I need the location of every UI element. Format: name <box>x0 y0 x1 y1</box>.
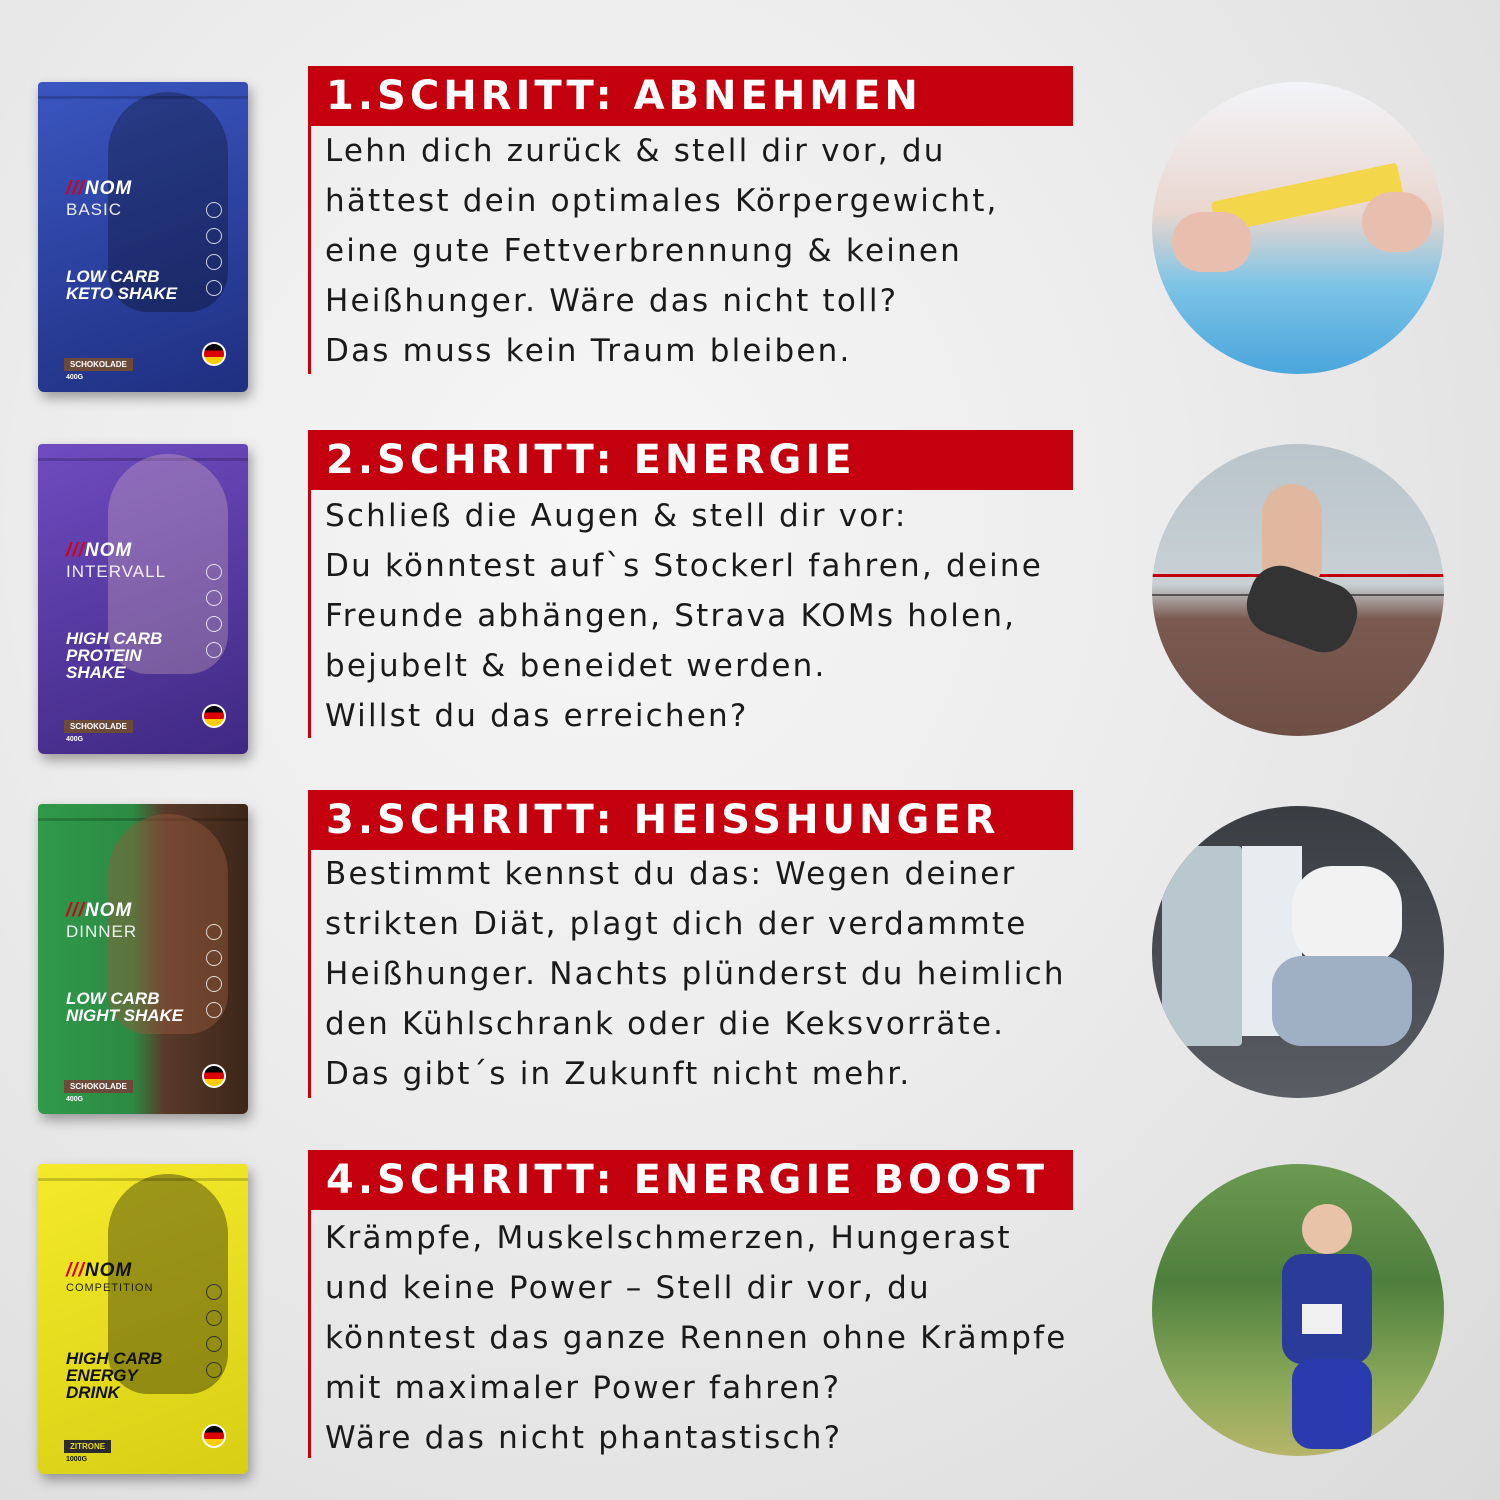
step-heading: 2.SCHRITT: ENERGIE <box>308 430 1073 490</box>
pack-line: COMPETITION <box>66 1282 154 1294</box>
pack-brand: ///NOM <box>66 178 133 199</box>
pack-product-name: HIGH CARB PROTEIN SHAKE <box>66 629 163 682</box>
step-description: Krämpfe, Muskelschmerzen, Hungerast und keine Power – Stell dir vor, du könntest das ganze Rennen ohne Krämpfe mit maximaler Power fahren? Wäre das nicht phantastisch? <box>325 1220 1068 1456</box>
product-pack-protein-shake <box>38 444 248 754</box>
pack-product-name: LOW CARB KETO SHAKE <box>66 267 178 303</box>
pack-weight: 1000G <box>66 1456 88 1463</box>
pack-weight: 400G <box>66 374 84 381</box>
pack-flavor: SCHOKOLADE <box>64 358 133 371</box>
step-description: Bestimmt kennst du das: Wegen deiner strikten Diät, plagt dich der verdammte Heißhunger. Nachts plünderst du heimlich den Kühlschrank oder die Keksvorräte. Das gibt´s in Zukunft nicht mehr. <box>325 856 1066 1092</box>
pack-badge-icons <box>206 564 222 668</box>
german-flag-icon <box>202 1424 226 1448</box>
pack-weight: 400G <box>66 736 84 743</box>
pack-brand: ///NOM <box>66 540 133 561</box>
pack-line: INTERVALL <box>66 562 167 581</box>
pack-line: DINNER <box>66 922 138 941</box>
step-description: Lehn dich zurück & stell dir vor, du hättest dein optimales Körpergewicht, eine gute Fettverbrennung & keinen Heißhunger. Wäre das nicht toll? Das muss kein Traum bleiben. <box>325 133 999 369</box>
pack-weight: 400G <box>66 1096 84 1103</box>
step-description: Schließ die Augen & stell dir vor: Du könntest auf`s Stockerl fahren, deine Freunde abhängen, Strava KOMs holen, bejubelt & beneidet werden. Willst du das erreichen? <box>325 498 1044 734</box>
accent-rule <box>308 1210 311 1458</box>
pack-product-name: HIGH CARB ENERGY DRINK <box>66 1349 163 1402</box>
accent-rule <box>308 490 311 738</box>
pack-product-name: LOW CARB NIGHT SHAKE <box>66 989 184 1025</box>
step-heading: 1.SCHRITT: ABNEHMEN <box>308 66 1073 126</box>
pack-badge-icons <box>206 924 222 1028</box>
pack-badge-icons <box>206 1284 222 1388</box>
product-pack-night-shake <box>38 804 248 1114</box>
pack-brand: ///NOM <box>66 900 133 921</box>
step-heading: 4.SCHRITT: ENERGIE BOOST <box>308 1150 1073 1210</box>
pack-flavor: SCHOKOLADE <box>64 1080 133 1093</box>
man-eating-at-fridge-photo <box>1152 806 1444 1098</box>
runner-woman-photo <box>1152 1164 1444 1456</box>
pack-brand: ///NOM <box>66 1260 133 1281</box>
german-flag-icon <box>202 704 226 728</box>
accent-rule <box>308 850 311 1098</box>
sprinting-athlete-photo <box>1152 444 1444 736</box>
pack-line: BASIC <box>66 200 123 219</box>
pack-flavor: SCHOKOLADE <box>64 720 133 733</box>
step-heading: 3.SCHRITT: HEISSHUNGER <box>308 790 1073 850</box>
pack-flavor: ZITRONE <box>64 1440 111 1453</box>
german-flag-icon <box>202 1064 226 1088</box>
product-pack-energy-drink <box>38 1164 248 1474</box>
